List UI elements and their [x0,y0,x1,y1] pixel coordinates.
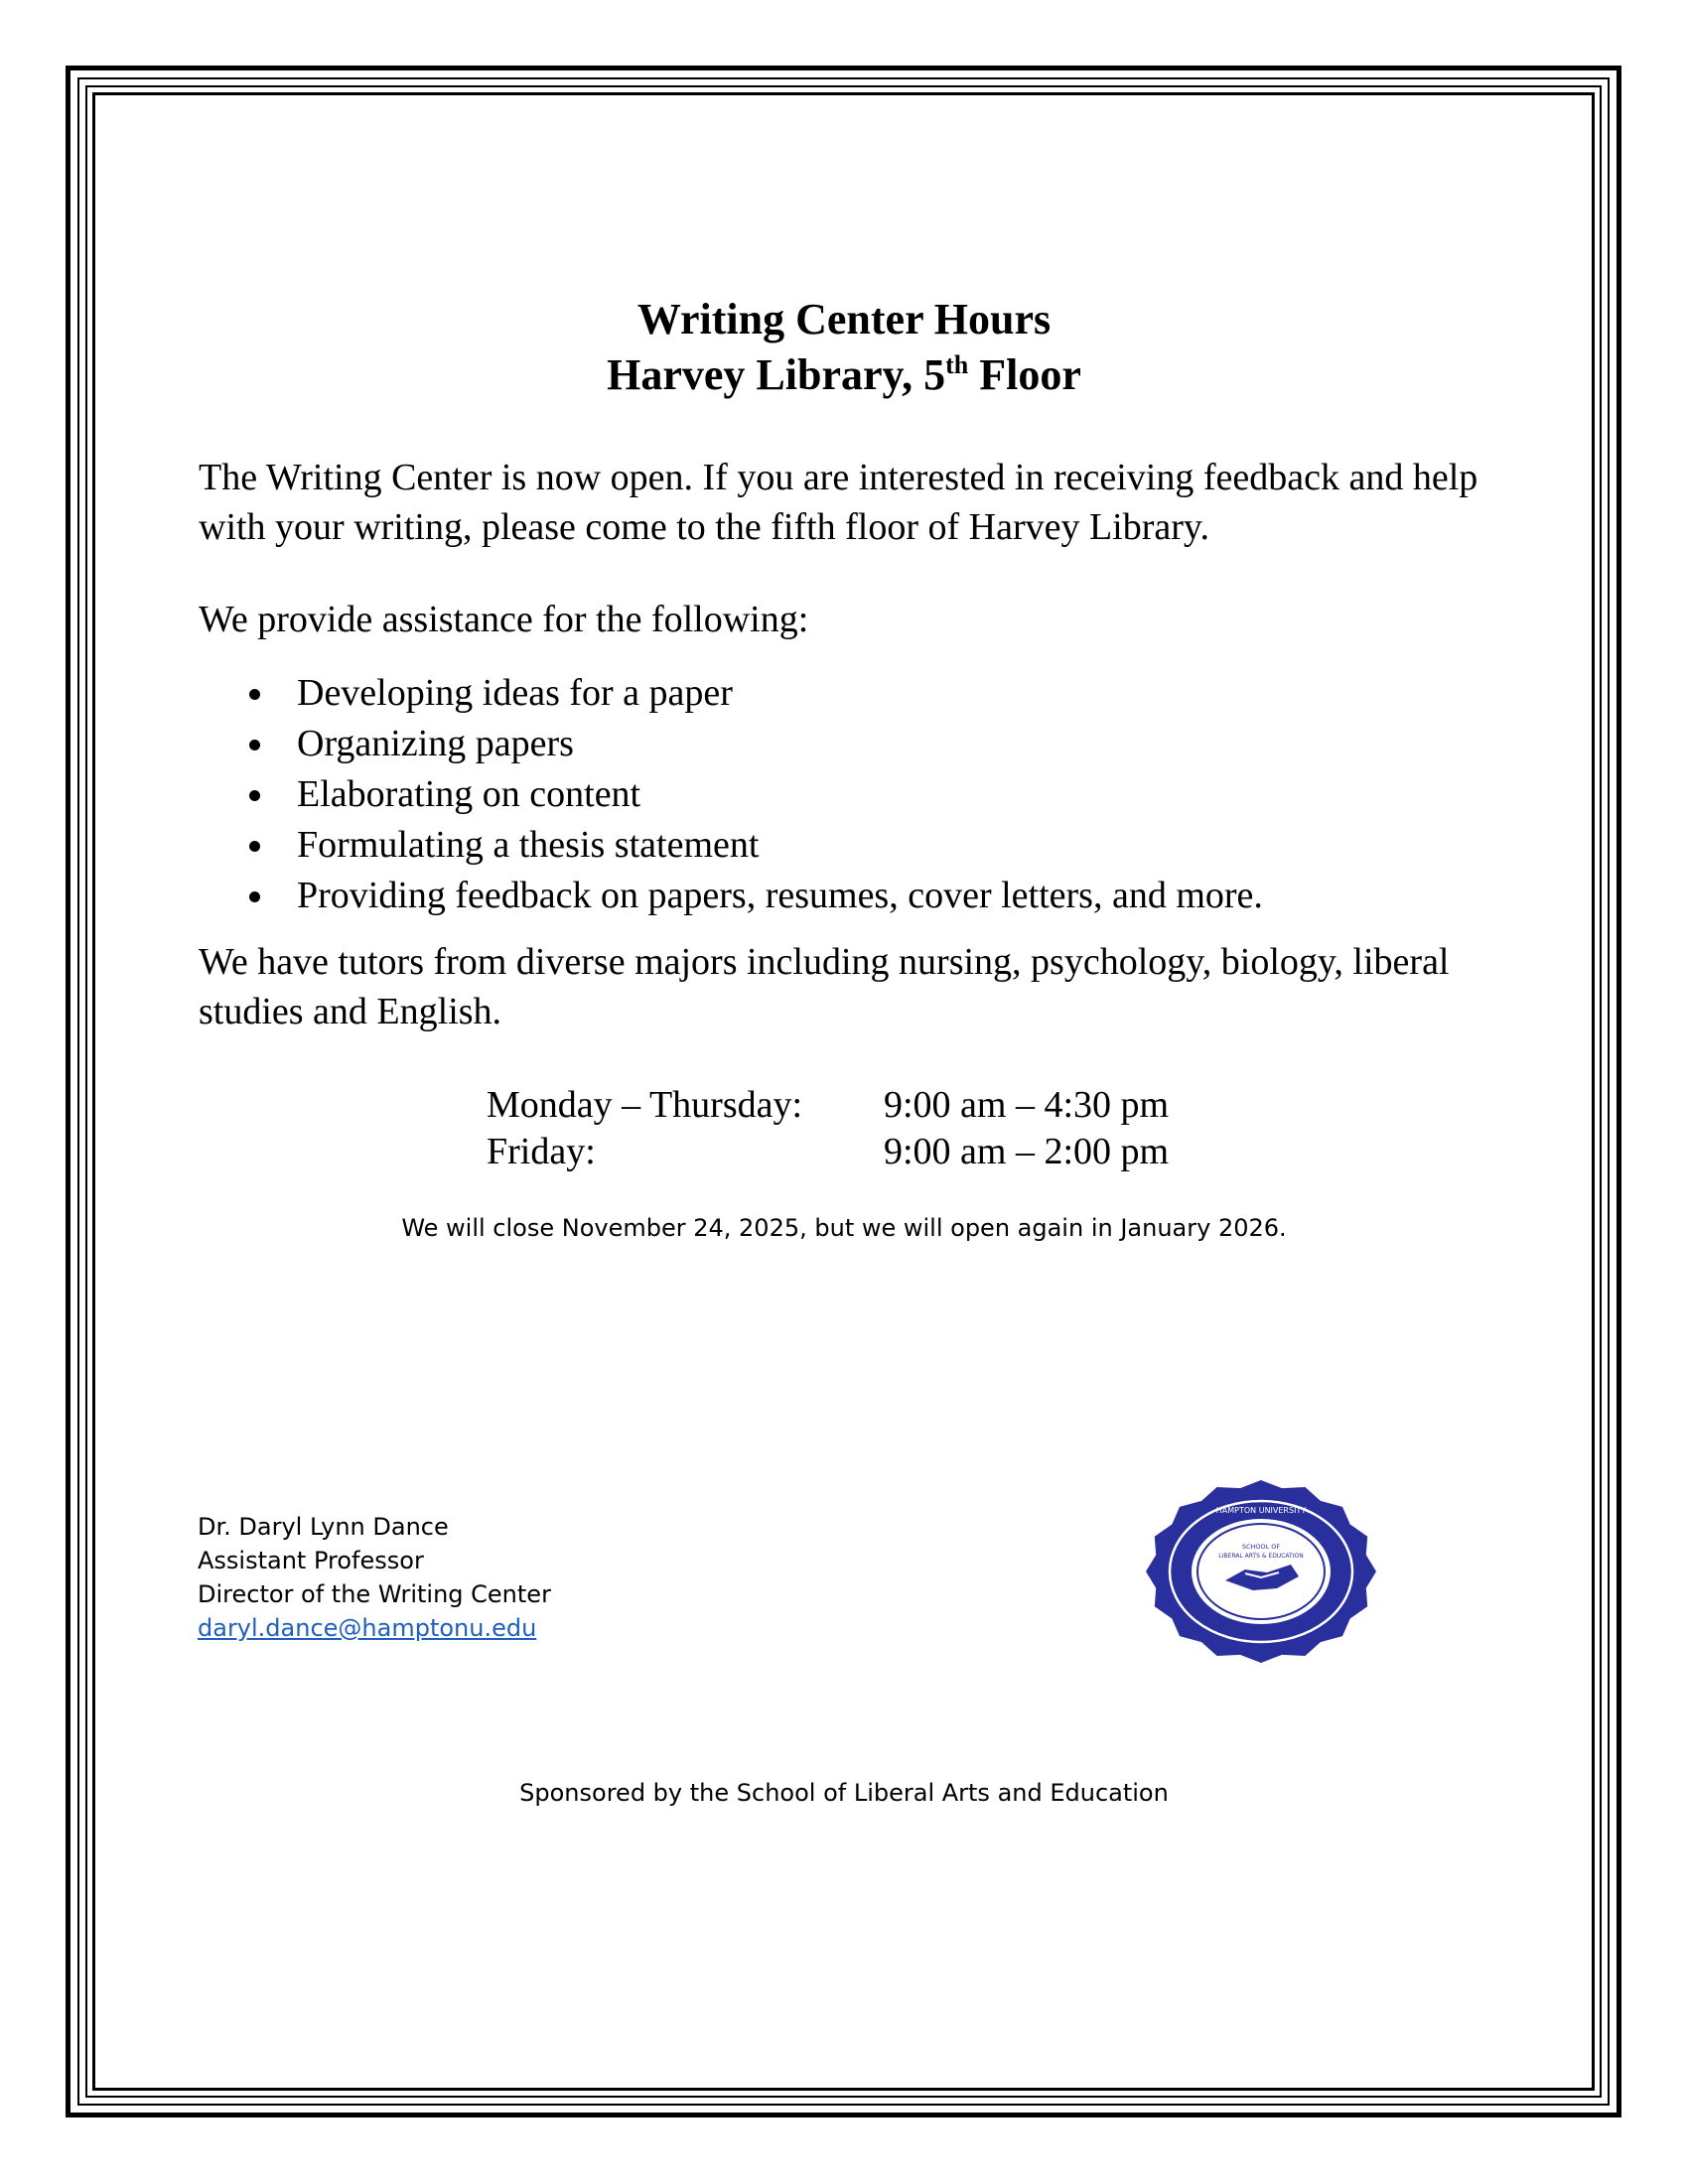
sponsor-note: Sponsored by the School of Liberal Arts and Education [519,1779,1169,1807]
service-text: Elaborating on content [297,773,641,815]
closure-note: We will close November 24, 2025, but we will open again in January 2026. [401,1214,1287,1242]
bullet-icon [249,891,260,902]
bullet-icon [249,740,260,751]
title-line-2-end: Floor [968,350,1081,399]
service-text: Formulating a thesis statement [297,824,760,866]
service-text: Organizing papers [297,723,574,764]
hours-row [487,1082,1169,1129]
list-item [199,668,1489,719]
list-item [199,871,1489,921]
list-item [199,820,1489,871]
intro-paragraph: The Writing Center is now open. If you are interested in receiving feedback and help with your writing, please come to the fifth floor of Harvey Library. [199,457,1478,548]
service-text: Developing ideas for a paper [297,672,733,714]
hours-day: Friday: [487,1131,596,1172]
signature-block [198,1510,551,1645]
bullet-icon [249,841,260,852]
seal-text-top: HAMPTON UNIVERSITY [1215,1506,1307,1515]
title-line-2-main: Harvey Library, 5 [607,350,946,399]
bullet-icon [249,689,260,700]
assistance-heading: We provide assistance for the following: [199,599,809,640]
title-line-2-sup: th [945,350,969,379]
list-item [199,719,1489,769]
email-link[interactable]: daryl.dance@hamptonu.edu [198,1614,537,1642]
services-list [199,668,1489,921]
university-seal-icon [1142,1477,1380,1666]
seal-inner-disc [1192,1519,1331,1624]
signature-role: Director of the Writing Center [198,1580,551,1608]
title-line-1: Writing Center Hours [636,295,1052,343]
tutors-paragraph: We have tutors from diverse majors including nursing, psychology, biology, liberal studies and English. [199,941,1450,1032]
signature-title: Assistant Professor [198,1547,424,1574]
page-title [0,292,1688,403]
bullet-icon [249,790,260,801]
hours-row [487,1129,1169,1175]
seal-text-inner-1: SCHOOL OF [1241,1543,1281,1551]
list-item [199,769,1489,820]
service-text: Providing feedback on papers, resumes, cover letters, and more. [297,875,1263,916]
hours-time: 9:00 am – 2:00 pm [884,1131,1170,1172]
seal-text-inner-2: LIBERAL ARTS & EDUCATION [1218,1553,1304,1560]
hours-day: Monday – Thursday: [487,1084,803,1126]
hours-time: 9:00 am – 4:30 pm [884,1084,1170,1126]
hours-table [487,1082,1169,1175]
signature-name: Dr. Daryl Lynn Dance [198,1513,449,1541]
title-line-2 [0,347,1688,403]
